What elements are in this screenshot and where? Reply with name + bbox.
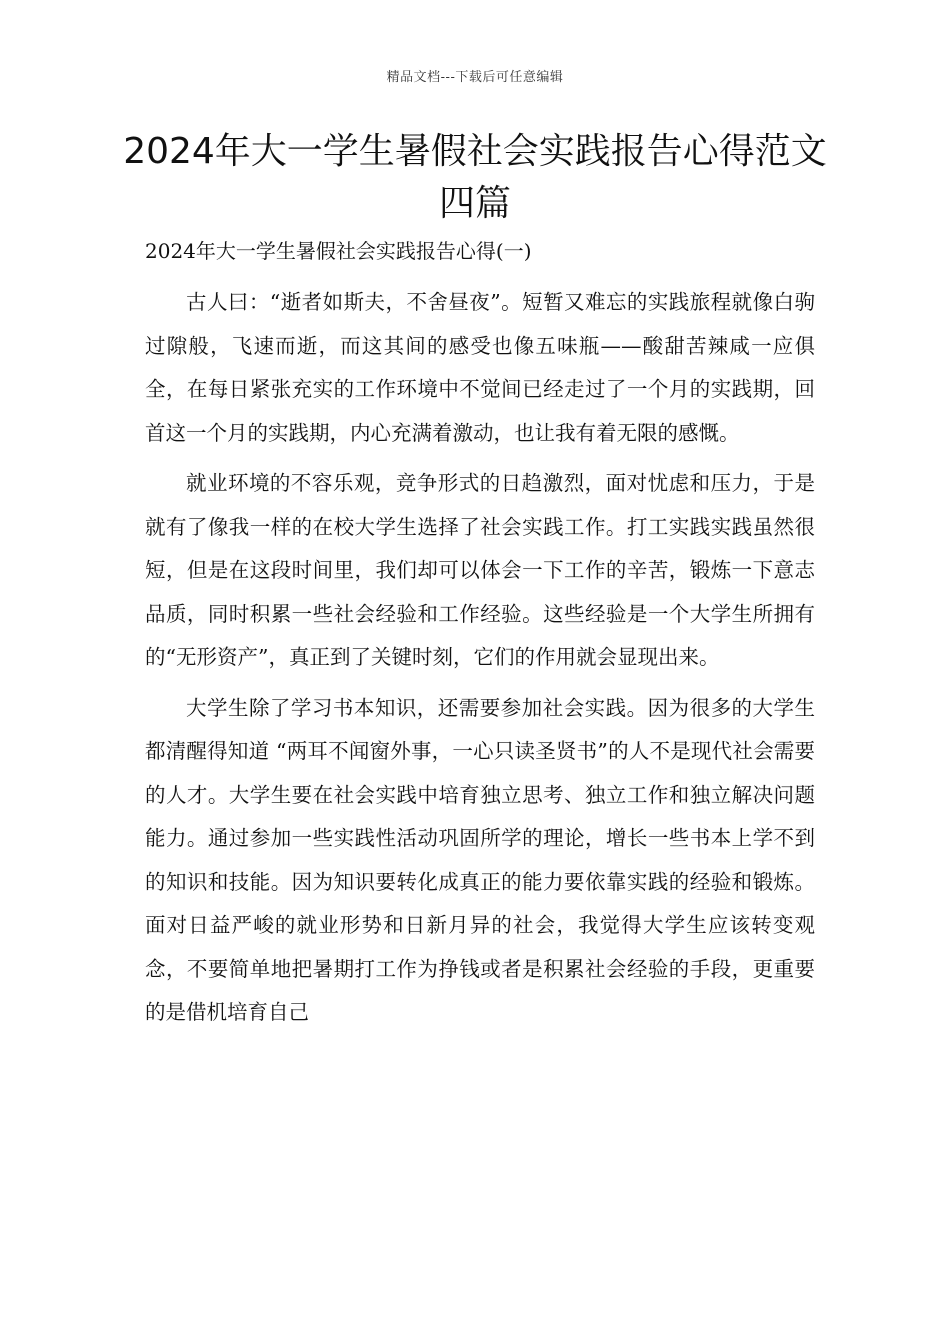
section-title: 2024年大一学生暑假社会实践报告心得(一)	[145, 239, 532, 263]
body-text	[145, 281, 815, 1042]
document-title: 2024年大一学生暑假社会实践报告心得范文四篇	[123, 131, 827, 224]
paragraph-1: 古人曰：“逝者如斯夫，不舍昼夜”。短暂又难忘的实践旅程就像白驹过隙般，飞速而逝，而这其间的感受也像五味瓶——酸甜苦辣咸一应俱全，在每日紧张充实的工作环境中不觉间已经走过了一个月的实践期，回首这一个月的实践期，内心充满着激动，也让我有着无限的感慨。	[145, 290, 815, 445]
header-note: 精品文档---下载后可任意编辑	[386, 70, 564, 85]
paragraph-2: 就业环境的不容乐观，竞争形式的日趋激烈，面对忧虑和压力，于是就有了像我一样的在校大学生选择了社会实践工作。打工实践实践虽然很短，但是在这段时间里，我们却可以体会一下工作的辛苦，锻炼一下意志品质，同时积累一些社会经验和工作经验。这些经验是一个大学生所拥有的“无形资产”，真正到了关键时刻，它们的作用就会显现出来。	[145, 471, 815, 669]
paragraph-3: 大学生除了学习书本知识，还需要参加社会实践。因为很多的大学生都清醒得知道 “两耳不闻窗外事，一心只读圣贤书”的人不是现代社会需要的人才。大学生要在社会实践中培育独立思考、独立工作和独立解决问题能力。通过参加一些实践性活动巩固所学的理论，增长一些书本上学不到的知识和技能。因为知识要转化成真正的能力要依靠实践的经验和锻炼。面对日益严峻的就业形势和日新月异的社会，我觉得大学生应该转变观念，不要简单地把暑期打工作为挣钱或者是积累社会经验的手段，更重要的是借机培育自己	[145, 695, 815, 1024]
